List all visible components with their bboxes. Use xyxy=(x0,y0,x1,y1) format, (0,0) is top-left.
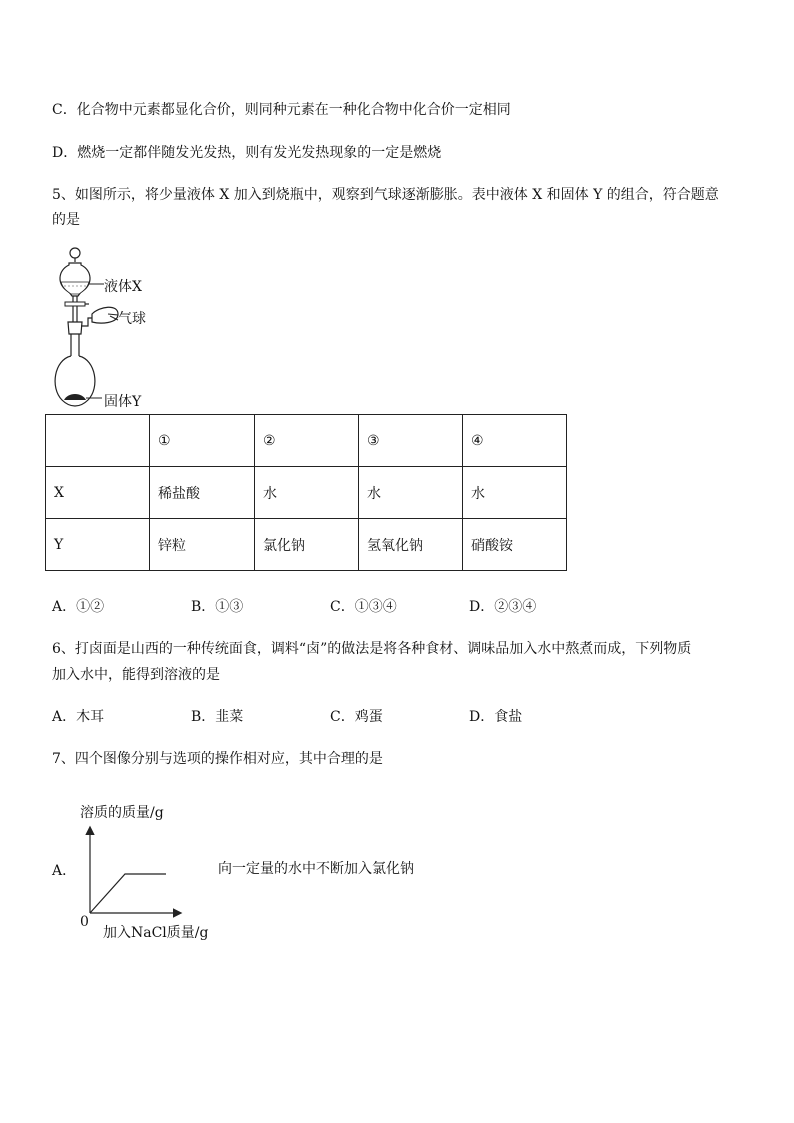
table-cell: ① xyxy=(150,415,255,467)
q5-options xyxy=(52,596,608,616)
table-row xyxy=(46,519,567,571)
q6-stem-line1: 6、打卤面是山西的一种传统面食，调料“卤”的做法是将各种食材、调味品加入水中熬煮而成，下列物质 xyxy=(52,641,692,657)
apparatus-figure xyxy=(48,240,178,412)
q7-option-a-graph xyxy=(80,820,190,920)
q5-option-c[interactable]: C．①③④ xyxy=(330,599,397,615)
label-solid-y: 固体Y xyxy=(104,394,142,410)
table-cell: ② xyxy=(255,415,359,467)
q4-option-c: C．化合物中元素都显化合价，则同种元素在一种化合物中化合价一定相同 xyxy=(52,102,511,118)
q6-option-b[interactable]: B．韭菜 xyxy=(191,709,244,725)
label-liquid-x: 液体X xyxy=(104,279,142,295)
q7-graph-xlabel: 加入NaCl质量/g xyxy=(103,925,209,941)
graph-line xyxy=(90,874,166,913)
table-cell: 水 xyxy=(463,467,567,519)
xy-combination-table xyxy=(45,414,567,571)
table-header-row xyxy=(46,415,567,467)
table-cell xyxy=(46,415,150,467)
table-cell: 硝酸铵 xyxy=(463,519,567,571)
q6-stem-line2: 加入水中，能得到溶液的是 xyxy=(52,667,220,683)
table-cell: 水 xyxy=(359,467,463,519)
q6-options xyxy=(52,706,608,726)
table-cell: X xyxy=(46,467,150,519)
table-cell: ④ xyxy=(463,415,567,467)
q6-option-c[interactable]: C．鸡蛋 xyxy=(330,709,383,725)
q7-stem: 7、四个图像分别与选项的操作相对应，其中合理的是 xyxy=(52,751,383,767)
q7-option-a-description: 向一定量的水中不断加入氯化钠 xyxy=(218,861,414,877)
table-cell: 氢氧化钠 xyxy=(359,519,463,571)
q5-option-a[interactable]: A．①② xyxy=(52,599,105,615)
q6-option-a[interactable]: A．木耳 xyxy=(52,709,105,725)
table-cell: 水 xyxy=(255,467,359,519)
q5-option-d[interactable]: D．②③④ xyxy=(469,599,537,615)
q7-graph-ylabel: 溶质的质量/g xyxy=(80,805,164,821)
q5-stem-line2: 的是 xyxy=(52,212,80,228)
q4-option-d: D．燃烧一定都伴随发光发热，则有发光发热现象的一定是燃烧 xyxy=(52,145,442,161)
table-row xyxy=(46,467,567,519)
table-cell: Y xyxy=(46,519,150,571)
table-cell: ③ xyxy=(359,415,463,467)
label-balloon: 气球 xyxy=(118,311,146,327)
table-cell: 锌粒 xyxy=(150,519,255,571)
table-cell: 氯化钠 xyxy=(255,519,359,571)
q7-graph-origin: 0 xyxy=(80,914,89,930)
q5-option-b[interactable]: B．①③ xyxy=(191,599,244,615)
table-cell: 稀盐酸 xyxy=(150,467,255,519)
q7-option-a-letter[interactable]: A． xyxy=(52,863,77,879)
q5-stem-line1: 5、如图所示，将少量液体 X 加入到烧瓶中，观察到气球逐渐膨胀。表中液体 X 和固体 Y 的组合，符合题意 xyxy=(52,187,719,203)
q6-option-d[interactable]: D．食盐 xyxy=(469,709,523,725)
